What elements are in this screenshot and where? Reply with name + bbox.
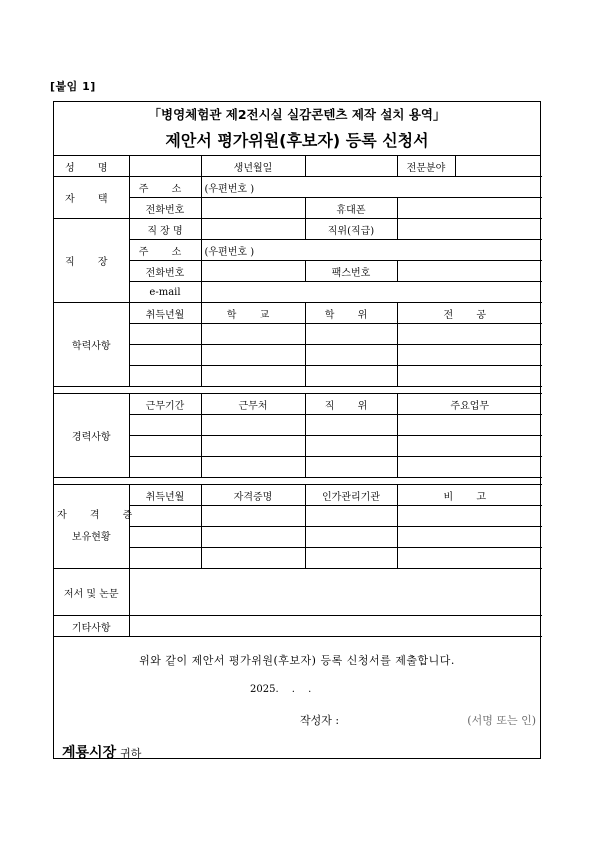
- email-field[interactable]: [201, 282, 542, 303]
- application-form: [53, 101, 541, 759]
- declaration-text: 위와 같이 제안서 평가위원(후보자) 등록 신청서를 제출합니다.: [139, 654, 455, 667]
- education-cell[interactable]: [305, 345, 397, 366]
- name-field[interactable]: [129, 156, 201, 177]
- career-cell[interactable]: [305, 457, 397, 478]
- career-header: 근무처: [201, 394, 305, 415]
- license-cell[interactable]: [129, 548, 201, 569]
- license-section-label: [54, 485, 143, 569]
- education-cell[interactable]: [397, 366, 542, 387]
- spacer: [54, 387, 542, 394]
- attachment-label: [붙임 1]: [50, 80, 96, 93]
- position-label: 직위(직급): [305, 219, 397, 240]
- email-label: e-mail: [129, 282, 201, 303]
- career-cell[interactable]: [305, 436, 397, 457]
- license-header: 취득년월: [129, 485, 201, 506]
- license-header: 자격증명: [201, 485, 305, 506]
- education-cell[interactable]: [201, 366, 305, 387]
- recipient-honorific: 귀하: [120, 747, 142, 760]
- etc-label: 기타사항: [54, 616, 129, 637]
- home-section-label: 자 택: [54, 177, 129, 219]
- license-cell[interactable]: [129, 527, 201, 548]
- career-cell[interactable]: [201, 415, 305, 436]
- company-label: 직 장 명: [129, 219, 201, 240]
- work-address-field[interactable]: (우편번호 ): [201, 240, 542, 261]
- papers-field[interactable]: [129, 569, 542, 616]
- mobile-field[interactable]: [397, 198, 542, 219]
- etc-row: [54, 616, 542, 637]
- license-cell[interactable]: [305, 506, 397, 527]
- birth-field[interactable]: [305, 156, 397, 177]
- fax-field[interactable]: [397, 261, 542, 282]
- education-cell[interactable]: [397, 345, 542, 366]
- field-label: 전문분야: [397, 156, 455, 177]
- work-phone-label: 전화번호: [129, 261, 201, 282]
- career-section-label: 경력사항: [54, 394, 129, 478]
- work-section-label: 직 장: [54, 219, 129, 303]
- work-phone-field[interactable]: [201, 261, 305, 282]
- career-header: 주요업무: [397, 394, 542, 415]
- license-cell[interactable]: [201, 548, 305, 569]
- license-header: 비 고: [397, 485, 542, 506]
- mobile-label: 휴대폰: [305, 198, 397, 219]
- form-header: [54, 102, 540, 156]
- license-cell[interactable]: [397, 527, 542, 548]
- career-cell[interactable]: [201, 436, 305, 457]
- license-header-row: [54, 485, 542, 506]
- position-field[interactable]: [397, 219, 542, 240]
- education-cell[interactable]: [129, 324, 201, 345]
- form-table: [54, 156, 542, 637]
- basic-info-row: [54, 156, 542, 177]
- education-header: 학 위: [305, 303, 397, 324]
- career-cell[interactable]: [305, 415, 397, 436]
- career-cell[interactable]: [129, 436, 201, 457]
- author-label: 작성자 :: [300, 714, 340, 727]
- fax-label: 팩스번호: [305, 261, 397, 282]
- recipient-name: 계룡시장: [62, 745, 117, 761]
- license-cell[interactable]: [397, 506, 542, 527]
- name-label: 성 명: [54, 156, 129, 177]
- company-row: [54, 219, 542, 240]
- home-phone-field[interactable]: [201, 198, 305, 219]
- form-footer: [54, 648, 540, 761]
- license-cell[interactable]: [305, 548, 397, 569]
- career-cell[interactable]: [397, 415, 542, 436]
- spacer: [54, 478, 542, 485]
- submission-date: 2025. . .: [250, 684, 312, 695]
- career-cell[interactable]: [397, 457, 542, 478]
- education-cell[interactable]: [305, 324, 397, 345]
- education-cell[interactable]: [201, 324, 305, 345]
- license-header: 인가관리기관: [305, 485, 397, 506]
- papers-label: 저서 및 논문: [54, 569, 129, 616]
- company-field[interactable]: [201, 219, 305, 240]
- education-section-label: 학력사항: [54, 303, 129, 387]
- education-cell[interactable]: [129, 345, 201, 366]
- career-cell[interactable]: [201, 457, 305, 478]
- license-section-line2: 보유현황: [71, 531, 111, 543]
- career-header-row: [54, 394, 542, 415]
- field-field[interactable]: [455, 156, 542, 177]
- license-section-line1: 자 격 증: [57, 509, 143, 521]
- etc-field[interactable]: [129, 616, 542, 637]
- education-cell[interactable]: [129, 366, 201, 387]
- career-header: 근무기간: [129, 394, 201, 415]
- work-address-label: 주 소: [129, 240, 201, 261]
- education-cell[interactable]: [397, 324, 542, 345]
- license-cell[interactable]: [201, 527, 305, 548]
- home-phone-label: 전화번호: [129, 198, 201, 219]
- education-cell[interactable]: [201, 345, 305, 366]
- project-title: 「병영체험관 제2전시실 실감콘텐츠 제작 설치 용역」: [148, 107, 446, 122]
- career-cell[interactable]: [129, 457, 201, 478]
- education-header: 전 공: [397, 303, 542, 324]
- spacer-row: [54, 387, 542, 394]
- signature-note: (서명 또는 인): [467, 714, 536, 727]
- form-title: 제안서 평가위원(후보자) 등록 신청서: [165, 131, 429, 150]
- license-cell[interactable]: [397, 548, 542, 569]
- career-cell[interactable]: [397, 436, 542, 457]
- spacer-row: [54, 478, 542, 485]
- education-cell[interactable]: [305, 366, 397, 387]
- home-address-label: 주 소: [129, 177, 201, 198]
- career-header: 직 위: [305, 394, 397, 415]
- papers-row: [54, 569, 542, 616]
- license-cell[interactable]: [201, 506, 305, 527]
- home-address-row: [54, 177, 542, 198]
- education-header: 취득년월: [129, 303, 201, 324]
- recipient: [62, 742, 141, 762]
- education-header: 학 교: [201, 303, 305, 324]
- education-header-row: [54, 303, 542, 324]
- career-cell[interactable]: [129, 415, 201, 436]
- birth-label: 생년월일: [201, 156, 305, 177]
- home-address-field[interactable]: (우편번호 ): [201, 177, 542, 198]
- license-cell[interactable]: [305, 527, 397, 548]
